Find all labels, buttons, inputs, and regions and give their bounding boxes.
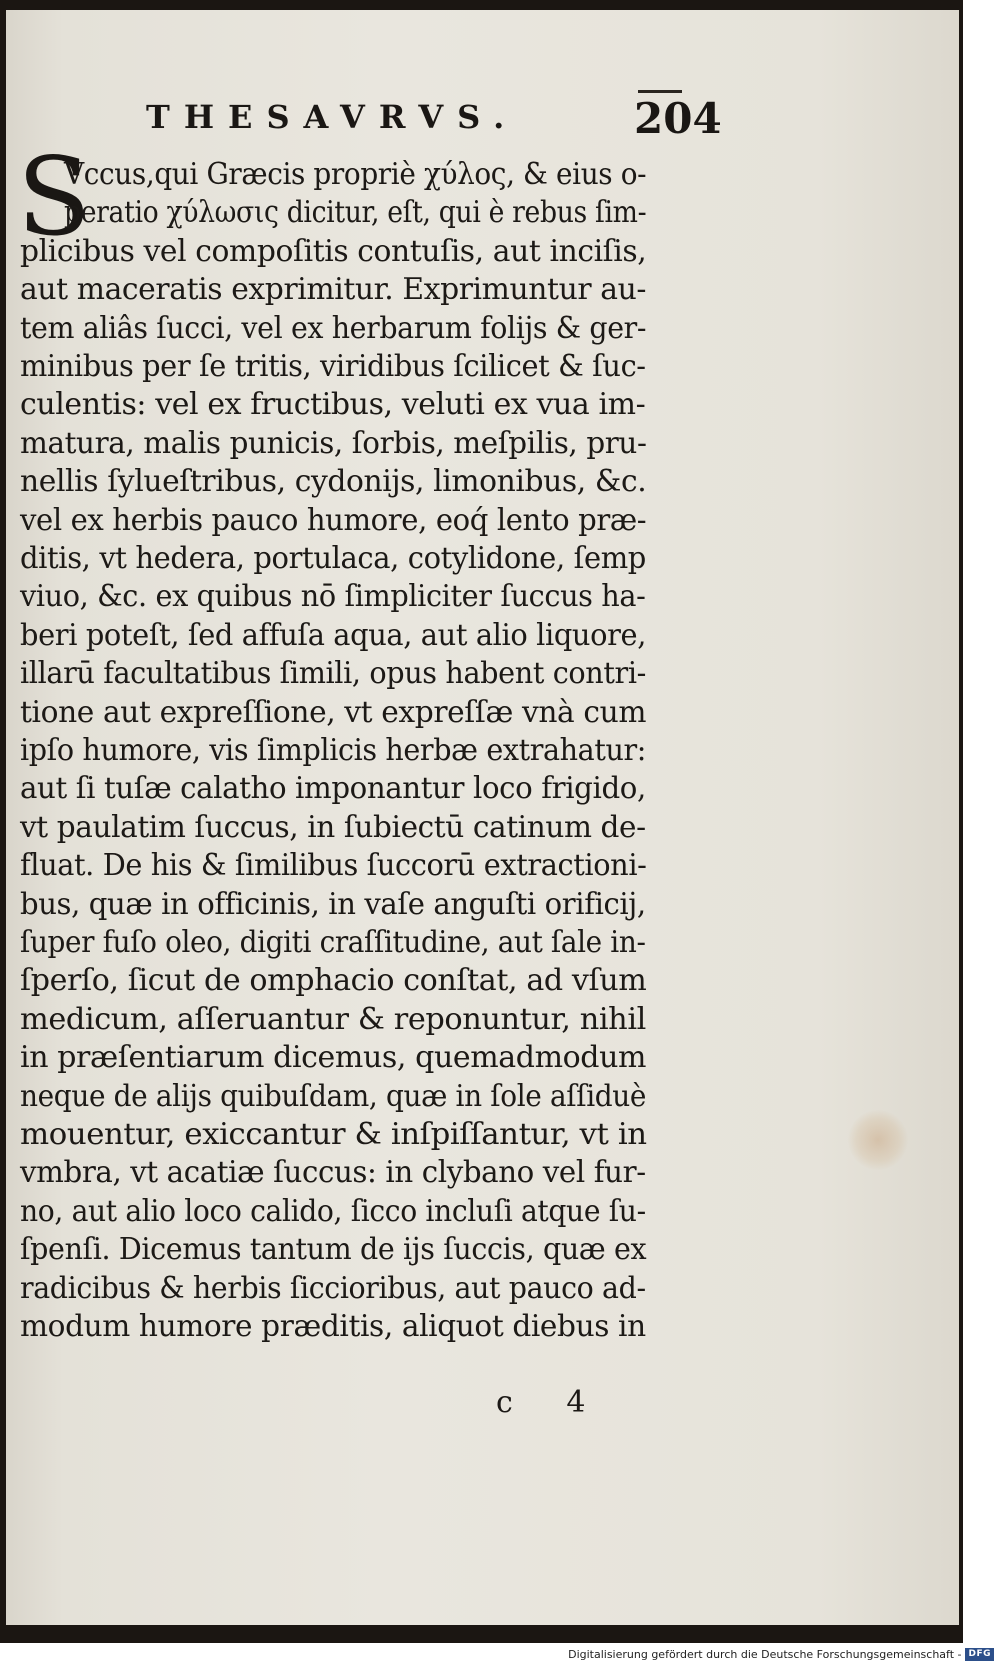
text-line: vt paulatim ſuccus, in ſubiectū catinum de- — [20, 809, 646, 845]
text-line: Vccus,qui Græcis propriè χύλος, & eius o- — [64, 157, 647, 192]
text-line: minibus per ſe tritis, viridibus ſcilicet & ſuc- — [20, 349, 646, 384]
book-page — [6, 10, 959, 1625]
running-head-title: THESAVRVS. — [146, 98, 519, 136]
text-line: radicibus & herbis ſiccioribus, aut pauco ad- — [20, 1270, 646, 1306]
text-line: modum humore præditis, aliquot diebus in — [20, 1309, 646, 1344]
text-line: ſpenſi. Dicemus tantum de ijs ſuccis, quæ ex — [20, 1232, 647, 1268]
text-line: nellis ſylueſtribus, cydonijs, limonibus, &c. — [20, 464, 647, 500]
text-line: in præſentiarum dicemus, quemadmodum — [20, 1040, 647, 1076]
text-line: matura, malis punicis, ſorbis, meſpilis, pru- — [20, 425, 647, 461]
page-number: 204 — [634, 94, 722, 143]
text-line: tione aut expreſſione, vt expreſſæ vnà cum — [20, 694, 647, 730]
text-line: vmbra, vt acatiæ ſuccus: in clybano vel fur- — [20, 1155, 646, 1191]
text-line: ipſo humore, vis ſimplicis herbæ extrahatur: — [20, 733, 647, 768]
text-line: ſperſo, ſicut de omphacio conſtat, ad vſum — [20, 963, 647, 999]
drop-cap: S — [17, 135, 91, 260]
text-line: viuo, &c. ex quibus nō ſimpliciter ſuccus ha- — [20, 579, 646, 615]
text-line: beri poteſt, ſed affuſa aqua, aut alio liquore, — [20, 617, 647, 653]
text-line: mouentur, exiccantur & inſpiſſantur, vt in — [20, 1117, 647, 1152]
text-line: bus, quæ in officinis, in vaſe anguſti orificij, — [20, 886, 646, 922]
text-line: medicum, aſſeruantur & reponuntur, nihil — [20, 1001, 646, 1037]
credit-text: Digitalisierung gefördert durch die Deutsche Forschungsgemeinschaft - — [568, 1647, 962, 1661]
text-line: aut ſi tuſæ calatho imponantur loco frigido, — [20, 771, 646, 807]
dfg-logo: DFG — [965, 1648, 994, 1661]
text-line: tem aliâs ſucci, vel ex herbarum folijs & ger- — [20, 310, 647, 346]
paper-stain — [848, 1110, 908, 1170]
text-line: aut maceratis exprimitur. Exprimuntur au- — [20, 272, 647, 308]
text-line: illarū facultatibus ſimili, opus habent contri- — [20, 656, 646, 692]
text-line: culentis: vel ex fructibus, veluti ex vua im- — [20, 387, 646, 423]
text-line: vel ex herbis pauco humore, eoq́ lento præ- — [20, 502, 647, 538]
text-line: peratio χύλωσις dicitur, eſt, qui è rebus ſim- — [64, 195, 647, 231]
page-number-rule — [638, 90, 682, 93]
running-head — [6, 94, 959, 148]
text-line: plicibus vel compoſitis contuſis, aut inciſis, — [20, 233, 647, 269]
signature-mark: c 4 — [496, 1385, 608, 1420]
text-line: ditis, vt hedera, portulaca, cotylidone, ſemp — [20, 541, 646, 576]
text-line: no, aut alio loco calido, ſicco incluſi atque ſu- — [20, 1193, 646, 1229]
digitization-credit — [568, 1646, 994, 1662]
text-line: neque de alijs quibuſdam, quæ in ſole aſſiduè — [20, 1078, 647, 1114]
text-line: ſuper fuſo oleo, digiti craſſitudine, aut ſale in- — [20, 925, 646, 960]
text-line: fluat. De his & ſimilibus ſuccorū extractioni- — [20, 848, 647, 884]
